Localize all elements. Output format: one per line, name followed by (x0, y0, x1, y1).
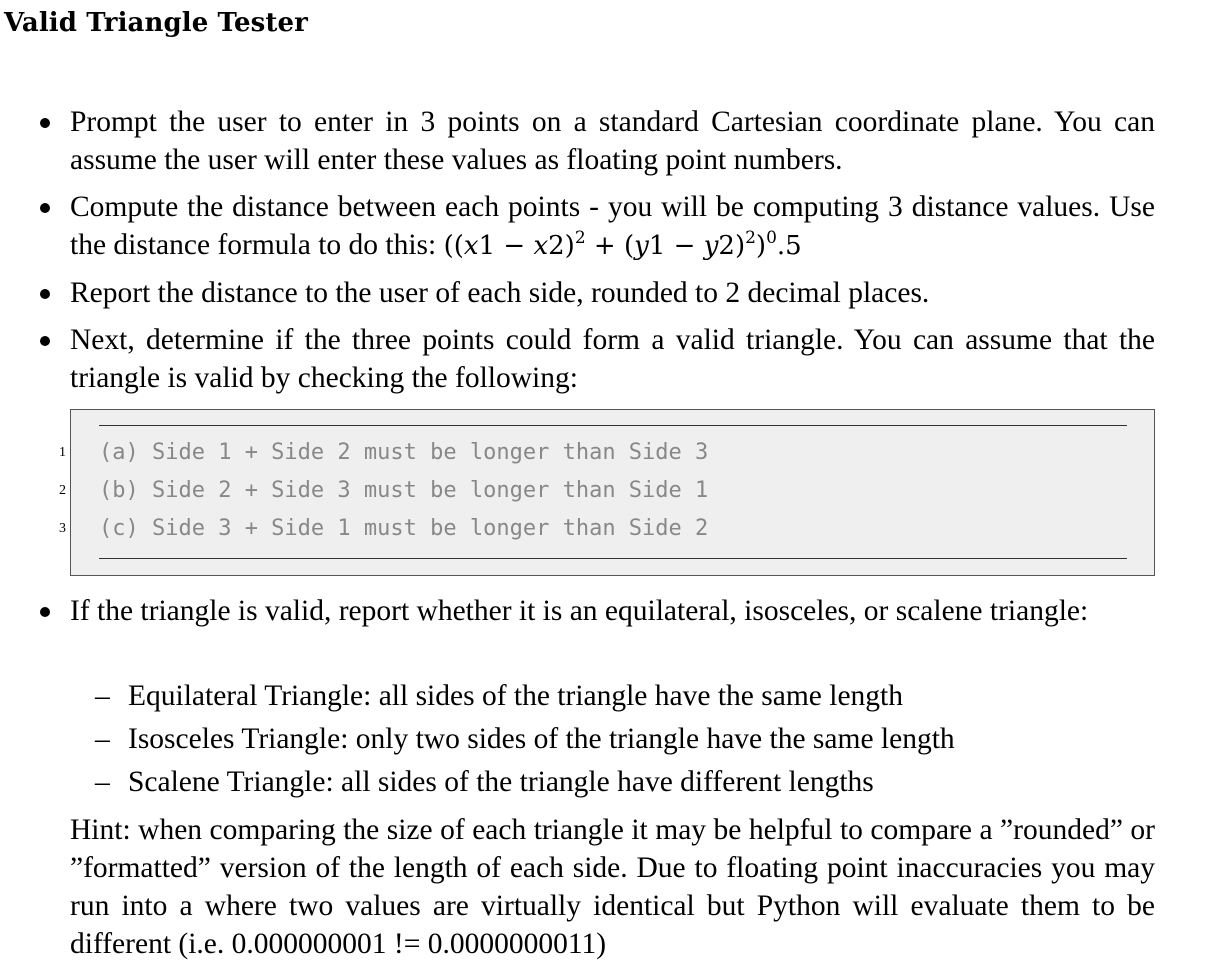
hint-paragraph: Hint: when comparing the size of each triangle it may be helpful to compare a ”rounded” or ”formatted” version of the length of each side. Due to floating point inaccuracies you may run into a where two values are virtually identical but Python will evaluate them to be different (i.e. 0.000000001 != 0.0000000011) (70, 814, 1155, 960)
sub-list-item (95, 677, 1128, 715)
sub-list-item-text: Equilateral Triangle: all sides of the triangle have the same length (128, 680, 903, 712)
sub-list-item (95, 763, 1128, 801)
code-line-number: 2 (59, 483, 66, 498)
code-line-number: 3 (59, 521, 66, 536)
code-bottom-rule (99, 558, 1127, 559)
list-item (70, 592, 1155, 630)
list-item-text: If the triangle is valid, report whether it is an equilateral, isosceles, or scalene triangle: (70, 595, 1089, 627)
dash-icon: – (95, 723, 110, 755)
bullet-icon (40, 336, 50, 346)
bullet-icon (40, 607, 50, 617)
list-item-text: Compute the distance between each points - you will be computing 3 distance values. Use the distance formula to do this: (70, 191, 1155, 261)
bullet-icon (40, 203, 50, 213)
list-item-text: Report the distance to the user of each side, rounded to 2 decimal places. (70, 277, 930, 309)
code-line-number: 1 (59, 445, 66, 460)
code-line: (b) Side 2 + Side 3 must be longer than Side 1 (99, 478, 709, 503)
sub-list-item-text: Isosceles Triangle: only two sides of the triangle have the same length (128, 723, 955, 755)
list-item (70, 274, 1155, 312)
bullet-icon (40, 118, 50, 128)
code-top-rule (99, 425, 1127, 426)
code-line: (a) Side 1 + Side 2 must be longer than Side 3 (99, 440, 709, 465)
dash-icon: – (95, 680, 110, 712)
bullet-icon (40, 289, 50, 299)
sub-list-item (95, 720, 1128, 758)
sub-list-item-text: Scalene Triangle: all sides of the triangle have different lengths (128, 766, 874, 798)
list-item-text: Next, determine if the three points could form a valid triangle. You can assume that the triangle is valid by checking the following: (70, 324, 1155, 394)
list-item (70, 188, 1155, 265)
code-line: (c) Side 3 + Side 1 must be longer than Side 2 (99, 516, 709, 541)
list-item (70, 321, 1155, 397)
distance-formula: $((x1 - x2)^2 + (y1 - y2)^2)^0.5$ (443, 228, 802, 261)
page-title: Valid Triangle Tester (4, 8, 308, 38)
list-item (70, 103, 1155, 179)
dash-icon: – (95, 766, 110, 798)
list-item-text: Prompt the user to enter in 3 points on a standard Cartesian coordinate plane. You can assume the user will enter these values as floating point numbers. (70, 106, 1155, 176)
code-block (70, 409, 1155, 576)
